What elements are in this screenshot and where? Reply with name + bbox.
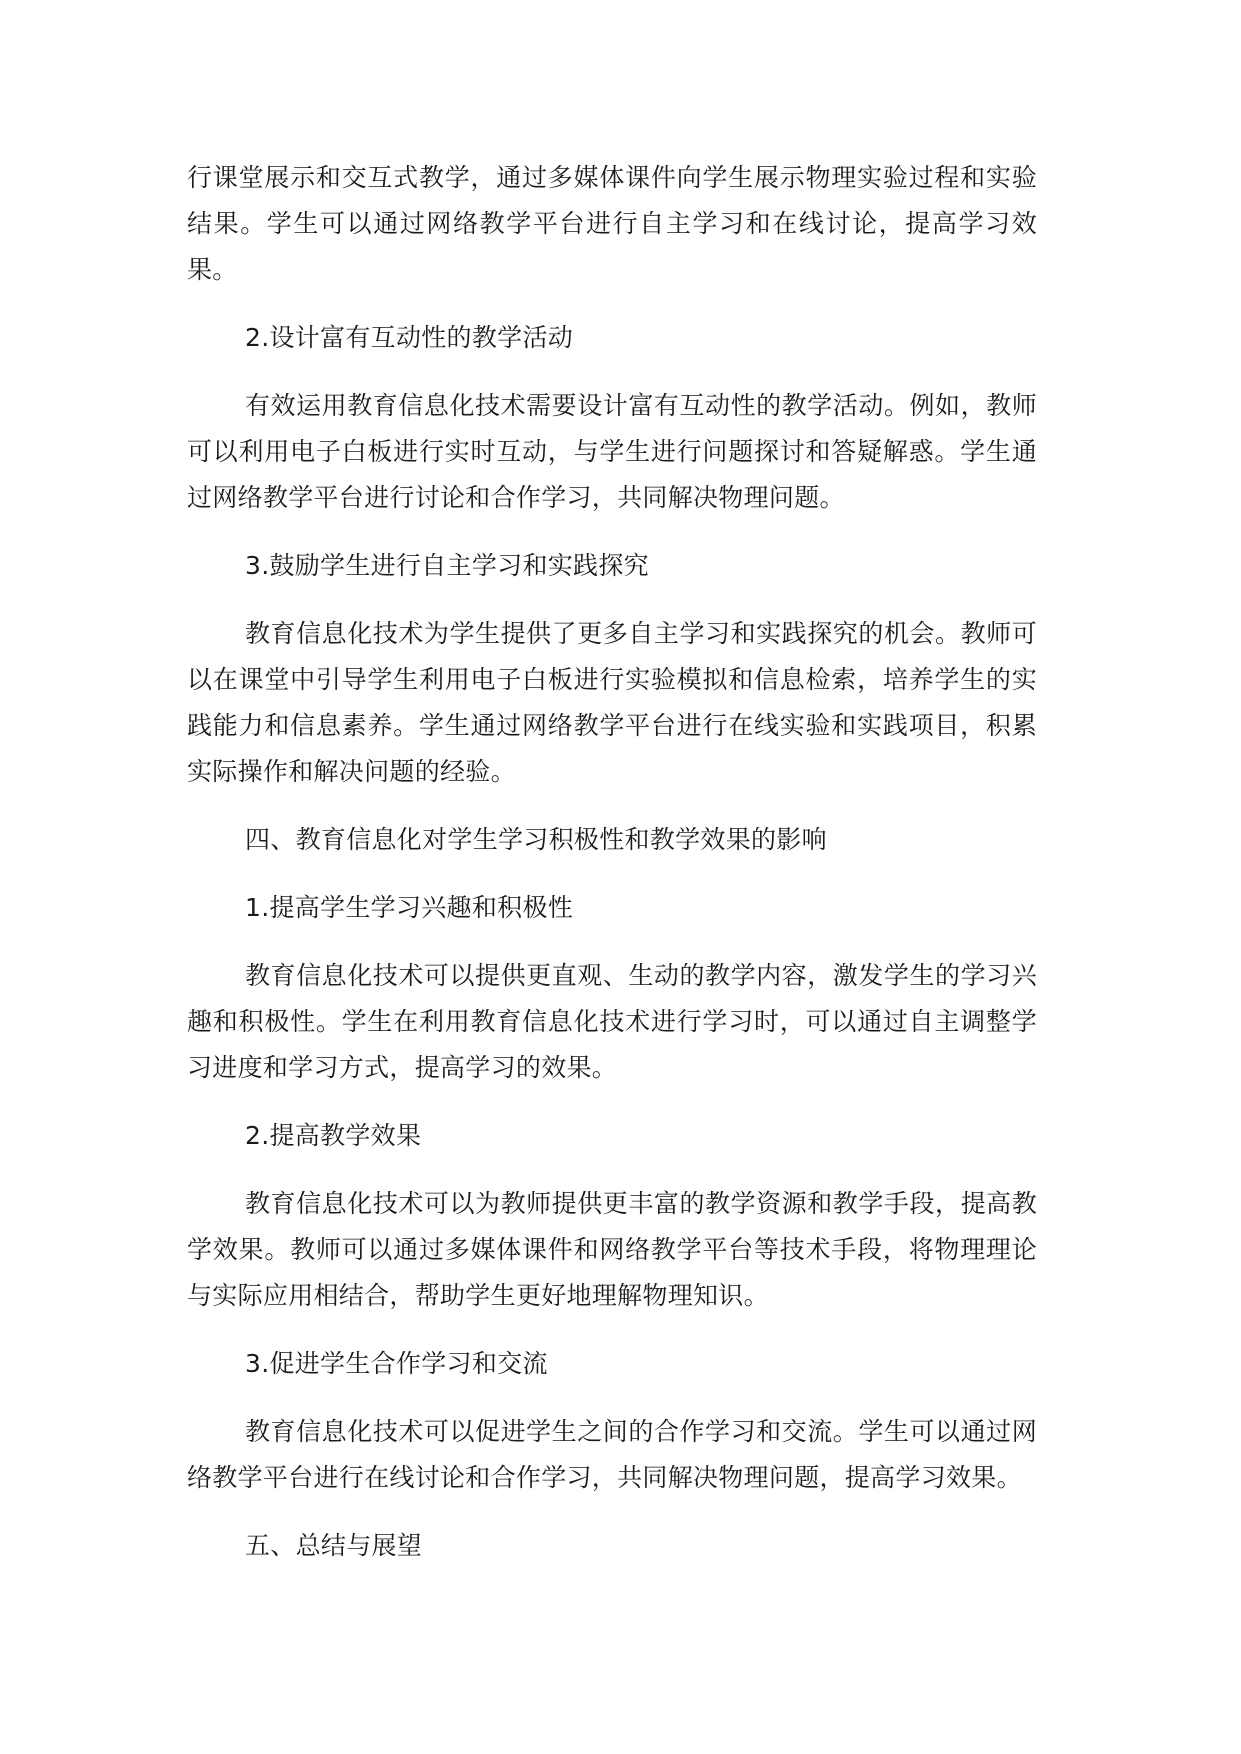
paragraph-continued: 行课堂展示和交互式教学，通过多媒体课件向学生展示物理实验过程和实验结果。学生可以通过网络教学平台进行自主学习和在线讨论，提高学习效果。 xyxy=(187,163,1037,284)
section-heading-design-interactive-activities: 2.设计富有互动性的教学活动 xyxy=(245,323,574,352)
paragraph-self-learning: 教育信息化技术为学生提供了更多自主学习和实践探究的机会。教师可以在课堂中引导学生利用电子白板进行实验模拟和信息检索，培养学生的实践能力和信息素养。学生通过网络教学平台进行在线实验和实践项目，积累实际操作和解决问题的经验。 xyxy=(187,619,1037,786)
section-heading-cooperative-learning: 3.促进学生合作学习和交流 xyxy=(245,1349,548,1378)
chapter-heading-summary: 五、总结与展望 xyxy=(245,1531,423,1560)
paragraph-teaching-effect: 教育信息化技术可以为教师提供更丰富的教学资源和教学手段，提高教学效果。教师可以通过多媒体课件和网络教学平台等技术手段，将物理理论与实际应用相结合，帮助学生更好地理解物理知识。 xyxy=(187,1189,1037,1310)
section-heading-teaching-effect: 2.提高教学效果 xyxy=(245,1121,422,1150)
chapter-heading-impact: 四、教育信息化对学生学习积极性和教学效果的影响 xyxy=(245,825,827,854)
paragraph-cooperative-learning: 教育信息化技术可以促进学生之间的合作学习和交流。学生可以通过网络教学平台进行在线讨论和合作学习，共同解决物理问题，提高学习效果。 xyxy=(187,1417,1037,1492)
section-heading-learning-interest: 1.提高学生学习兴趣和积极性 xyxy=(245,893,574,922)
section-heading-encourage-self-learning: 3.鼓励学生进行自主学习和实践探究 xyxy=(245,551,649,580)
paragraph-interactive-activities: 有效运用教育信息化技术需要设计富有互动性的教学活动。例如，教师可以利用电子白板进行实时互动，与学生进行问题探讨和答疑解惑。学生通过网络教学平台进行讨论和合作学习，共同解决物理问题。 xyxy=(187,391,1037,512)
paragraph-learning-interest: 教育信息化技术可以提供更直观、生动的教学内容，激发学生的学习兴趣和积极性。学生在利用教育信息化技术进行学习时，可以通过自主调整学习进度和学习方式，提高学习的效果。 xyxy=(187,961,1037,1082)
document-body xyxy=(187,155,1037,1569)
